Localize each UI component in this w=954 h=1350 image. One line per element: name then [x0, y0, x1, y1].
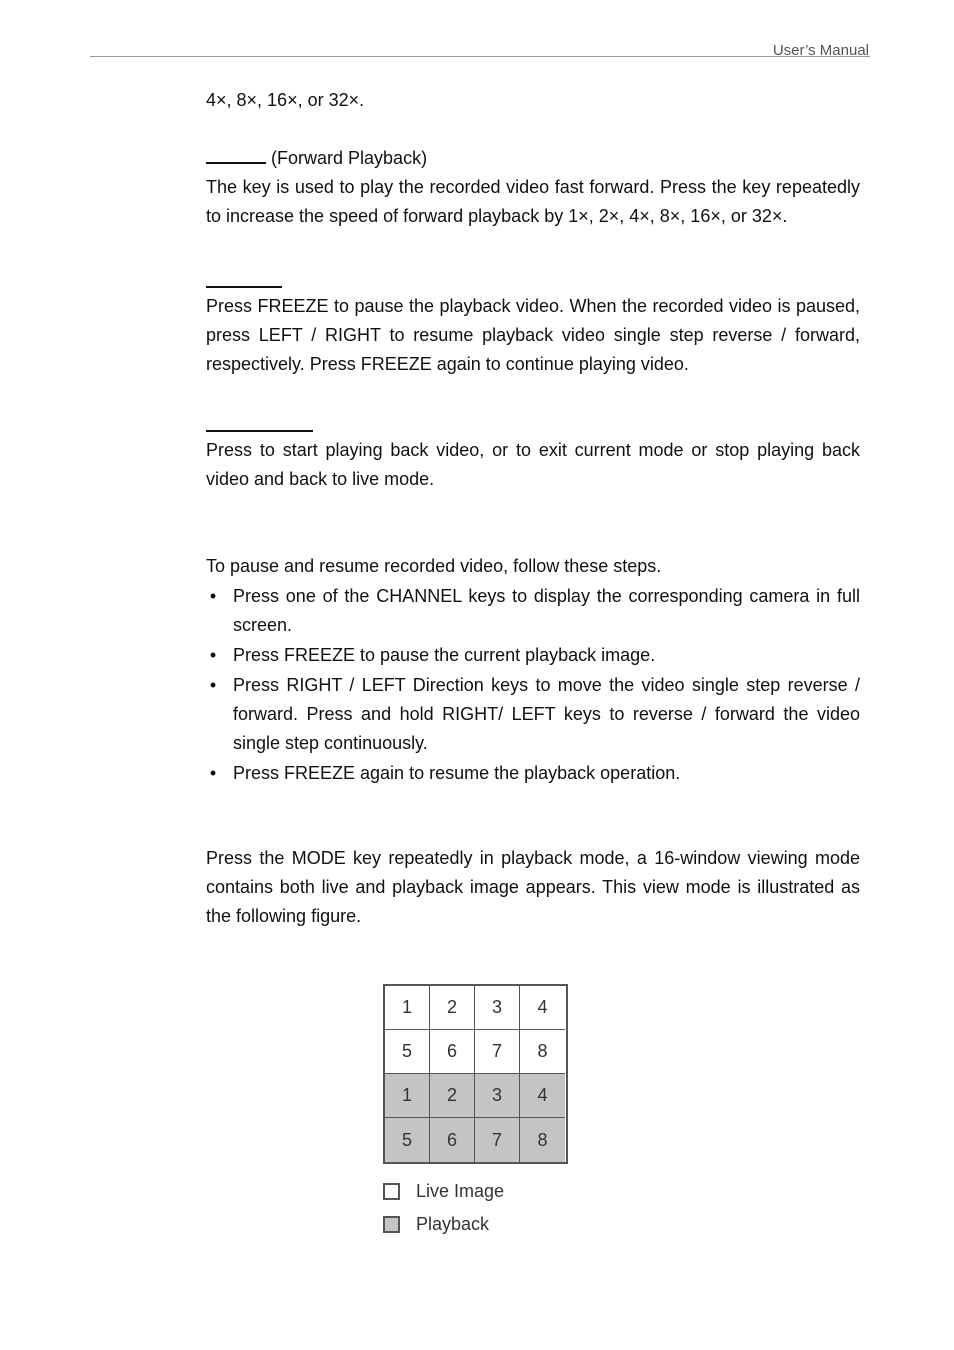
legend-playback-label: Playback	[416, 1214, 490, 1234]
grid-cell-playback: 8	[520, 1118, 565, 1162]
page-header-title: User’s Manual	[772, 42, 869, 59]
bullet-icon: •	[209, 586, 217, 606]
grid-cell-live: 7	[475, 1030, 520, 1074]
list-item	[206, 671, 860, 758]
grid-cell-live: 8	[520, 1030, 565, 1074]
grid-cell-live: 5	[385, 1030, 430, 1074]
forward-playback-heading-label: (Forward Playback)	[271, 148, 428, 168]
grid-cell-playback: 7	[475, 1118, 520, 1162]
step-text: Press FREEZE again to resume the playback operation.	[233, 763, 681, 783]
grid-cell-live: 4	[520, 986, 565, 1030]
pause-resume-intro: To pause and resume recorded video, follow these steps.	[206, 556, 662, 576]
grid-cell-playback: 2	[430, 1074, 475, 1118]
legend-live-label: Live Image	[416, 1181, 505, 1201]
step-text: Press FREEZE to pause the current playback image.	[233, 645, 656, 665]
grid-cell-playback: 4	[520, 1074, 565, 1118]
pause-resume-steps	[206, 582, 860, 788]
forward-playback-heading	[206, 144, 860, 173]
legend-playback	[383, 1214, 489, 1235]
step-text: Press one of the CHANNEL keys to display the corresponding camera in full screen.	[233, 586, 860, 635]
grid-cell-playback: 6	[430, 1118, 475, 1162]
list-item	[206, 582, 860, 640]
grid-cell-playback: 5	[385, 1118, 430, 1162]
freeze-key-icon-placeholder	[206, 286, 282, 288]
list-item	[206, 641, 860, 670]
header-divider	[90, 56, 870, 57]
grid-cell-playback: 3	[475, 1074, 520, 1118]
live-swatch-icon	[383, 1183, 400, 1200]
manual-content	[206, 86, 860, 931]
grid-cell-live: 1	[385, 986, 430, 1030]
play-description: Press to start playing back video, or to exit current mode or stop playing back video and back to live mode.	[206, 440, 860, 489]
key-icon-placeholder	[206, 144, 266, 164]
step-text: Press RIGHT / LEFT Direction keys to move the video single step reverse / forward. Press and hold RIGHT/ LEFT keys to reverse / forward the video single step continuously.	[233, 675, 860, 753]
sixteen-window-figure	[383, 984, 568, 1164]
mode-description: Press the MODE key repeatedly in playback mode, a 16-window viewing mode contains both live and playback image appears. This view mode is illustrated as the following figure.	[206, 848, 860, 926]
list-item	[206, 759, 860, 788]
grid-cell-live: 6	[430, 1030, 475, 1074]
grid-cell-live: 2	[430, 986, 475, 1030]
legend-live	[383, 1181, 504, 1202]
grid-cell-live: 3	[475, 986, 520, 1030]
playback-swatch-icon	[383, 1216, 400, 1233]
freeze-description: Press FREEZE to pause the playback video. When the recorded video is paused, press LEFT / RIGHT to resume playback video single step reverse / forward, respectively. Press FREEZE again to continue playing video.	[206, 296, 860, 374]
speed-options-tail: 4×, 8×, 16×, or 32×.	[206, 90, 365, 110]
play-key-icon-placeholder	[206, 430, 313, 432]
bullet-icon: •	[209, 763, 217, 783]
forward-playback-description: The key is used to play the recorded video fast forward. Press the key repeatedly to increase the speed of forward playback by 1×, 2×, 4×, 8×, 16×, or 32×.	[206, 177, 860, 226]
bullet-icon: •	[209, 645, 217, 665]
grid-cell-playback: 1	[385, 1074, 430, 1118]
bullet-icon: •	[209, 675, 217, 695]
